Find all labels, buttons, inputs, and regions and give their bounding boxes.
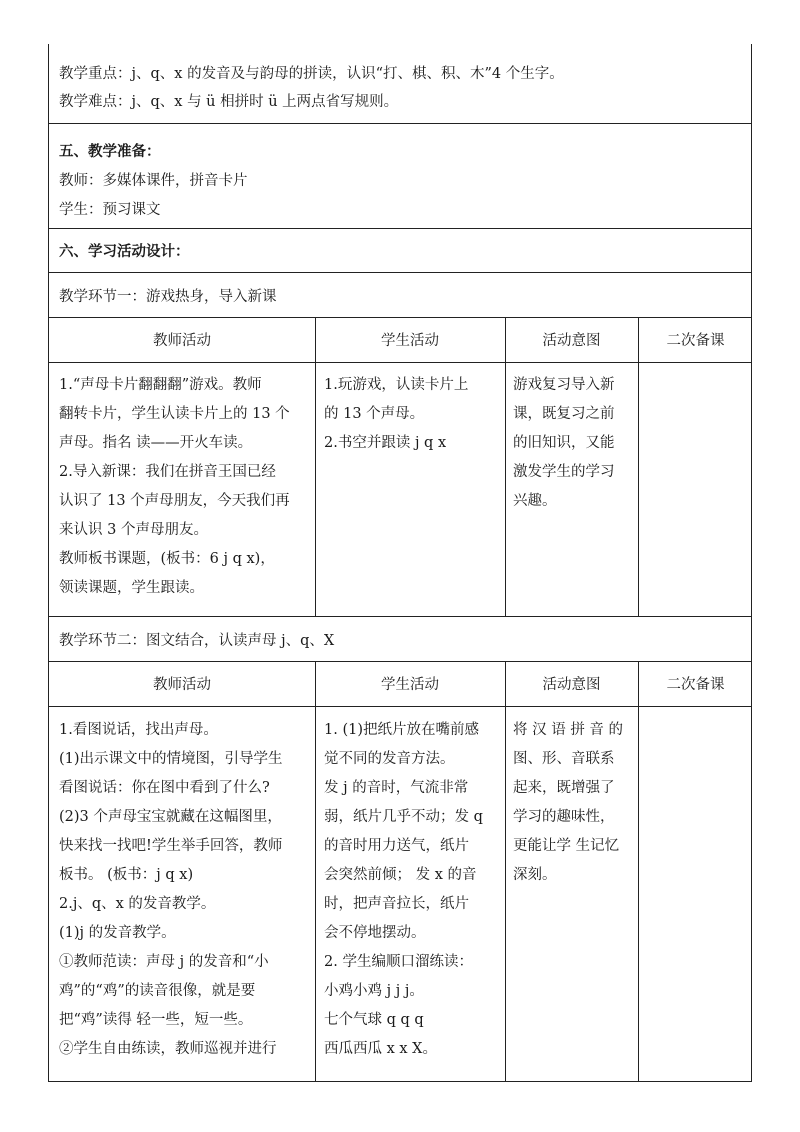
activity-design-heading-row xyxy=(49,229,751,273)
lesson-plan-page xyxy=(48,44,752,1082)
text-line: 快来找一找吧!学生举手回答，教师 xyxy=(59,838,283,854)
text-line: 图、形、音联系 xyxy=(513,751,615,767)
header-second-prep: 二次备课 xyxy=(666,333,725,349)
header-student-activity: 学生活动 xyxy=(381,333,439,349)
text-line: 发 j 的音时，气流非常 xyxy=(324,780,469,796)
header-activity-intent: 活动意图 xyxy=(542,333,601,349)
section2-title: 教学环节二：图文结合，认读声母 j、q、X xyxy=(59,633,335,649)
section2-header-row xyxy=(49,662,751,707)
section2-student-cell xyxy=(324,716,483,1064)
text-line: 2. 学生编顺口溜练读： xyxy=(324,954,473,970)
text-line: 七个气球 q q q xyxy=(324,1012,424,1028)
section2-teacher-cell xyxy=(59,716,283,1064)
section1-title-row xyxy=(49,273,751,318)
text-line: 领读课题，学生跟读。 xyxy=(59,580,204,596)
header-activity-intent: 活动意图 xyxy=(542,677,601,693)
text-line: 激发学生的学习 xyxy=(513,464,615,480)
section2-intent-cell xyxy=(513,716,623,890)
student-preparation: 学生：预习课文 xyxy=(59,202,161,218)
text-line: 时，把声音拉长，纸片 xyxy=(324,896,469,912)
text-line: 鸡”的“鸡”的读音很像，就是要 xyxy=(59,983,256,999)
section2-title-row xyxy=(49,617,751,662)
text-line: 来认识 3 个声母朋友。 xyxy=(59,522,208,538)
section1-body-row xyxy=(49,363,751,617)
text-line: 将 汉 语 拼 音 的 xyxy=(513,722,624,738)
text-line: 板书。 (板书：j q x) xyxy=(59,867,194,883)
header-teacher-activity: 教师活动 xyxy=(153,333,211,349)
section1-teacher-cell xyxy=(59,371,290,603)
header-teacher-activity: 教师活动 xyxy=(153,677,211,693)
text-line: 1. (1)把纸片放在嘴前感 xyxy=(324,722,479,738)
section1-header-row xyxy=(49,318,751,363)
text-line: (1)j 的发音教学。 xyxy=(59,925,176,941)
teaching-difficulty: 教学难点：j、q、x 与 ü 相拼时 ü 上两点省写规则。 xyxy=(59,94,399,110)
teacher-preparation: 教师：多媒体课件，拼音卡片 xyxy=(59,173,248,189)
text-line: 认识了 13 个声母朋友，今天我们再 xyxy=(59,493,290,509)
key-points-section xyxy=(49,44,751,124)
section1-student-cell xyxy=(324,371,468,458)
text-line: 起来，既增强了 xyxy=(513,780,615,796)
text-line: 1.“声母卡片翻翻翻”游戏。教师 xyxy=(59,377,262,393)
text-line: 把“鸡”读得 轻一些，短一些。 xyxy=(59,1012,253,1028)
text-line: 会不停地摆动。 xyxy=(324,925,426,941)
text-line: 1.玩游戏，认读卡片上 xyxy=(324,377,469,393)
text-line: 小鸡小鸡 j j j。 xyxy=(324,983,424,999)
text-line: 游戏复习导入新 xyxy=(513,377,615,393)
section1-title: 教学环节一：游戏热身，导入新课 xyxy=(59,289,277,305)
text-line: 课，既复习之前 xyxy=(513,406,615,422)
text-line: 翻转卡片，学生认读卡片上的 13 个 xyxy=(59,406,290,422)
text-line: 的 13 个声母。 xyxy=(324,406,425,422)
text-line: 看图说话：你在图中看到了什么? xyxy=(59,780,270,796)
teaching-focus: 教学重点：j、q、x 的发音及与韵母的拼读，认识“打、棋、积、木”4 个生字。 xyxy=(59,66,564,82)
section1-intent-cell xyxy=(513,371,615,516)
preparation-heading: 五、教学准备： xyxy=(59,143,161,160)
section2-body-row xyxy=(49,707,751,1082)
text-line: 更能让学 生记忆 xyxy=(513,838,620,854)
text-line: 深刻。 xyxy=(513,867,557,883)
text-line: 学习的趣味性， xyxy=(513,809,615,825)
text-line: 2.书空并跟读 j q x xyxy=(324,435,447,451)
activity-design-heading: 六、学习活动设计： xyxy=(59,243,190,260)
text-line: 的旧知识，又能 xyxy=(513,435,615,451)
text-line: ②学生自由练读，教师巡视并进行 xyxy=(59,1041,277,1057)
text-line: 2.j、q、x 的发音教学。 xyxy=(59,896,216,912)
text-line: (1)出示课文中的情境图，引导学生 xyxy=(59,751,283,767)
header-second-prep: 二次备课 xyxy=(666,677,725,693)
header-student-activity: 学生活动 xyxy=(381,677,439,693)
text-line: 教师板书课题，(板书：6 j q x)， xyxy=(59,551,275,567)
text-line: 兴趣。 xyxy=(513,493,557,509)
text-line: ①教师范读：声母 j 的发音和“小 xyxy=(59,954,269,970)
text-line: 2.导入新课：我们在拼音王国已经 xyxy=(59,464,276,480)
text-line: 觉不同的发音方法。 xyxy=(324,751,455,767)
text-line: 1.看图说话，找出声母。 xyxy=(59,722,218,738)
text-line: 西瓜西瓜 x x X。 xyxy=(324,1041,438,1057)
text-line: 的音时用力送气，纸片 xyxy=(324,838,469,854)
text-line: 声母。指名 读——开火车读。 xyxy=(59,435,253,451)
text-line: 会突然前倾； 发 x 的音 xyxy=(324,867,477,883)
text-line: 弱，纸片几乎不动；发 q xyxy=(324,809,483,825)
text-line: (2)3 个声母宝宝就藏在这幅图里， xyxy=(59,809,282,825)
preparation-section xyxy=(49,124,751,229)
